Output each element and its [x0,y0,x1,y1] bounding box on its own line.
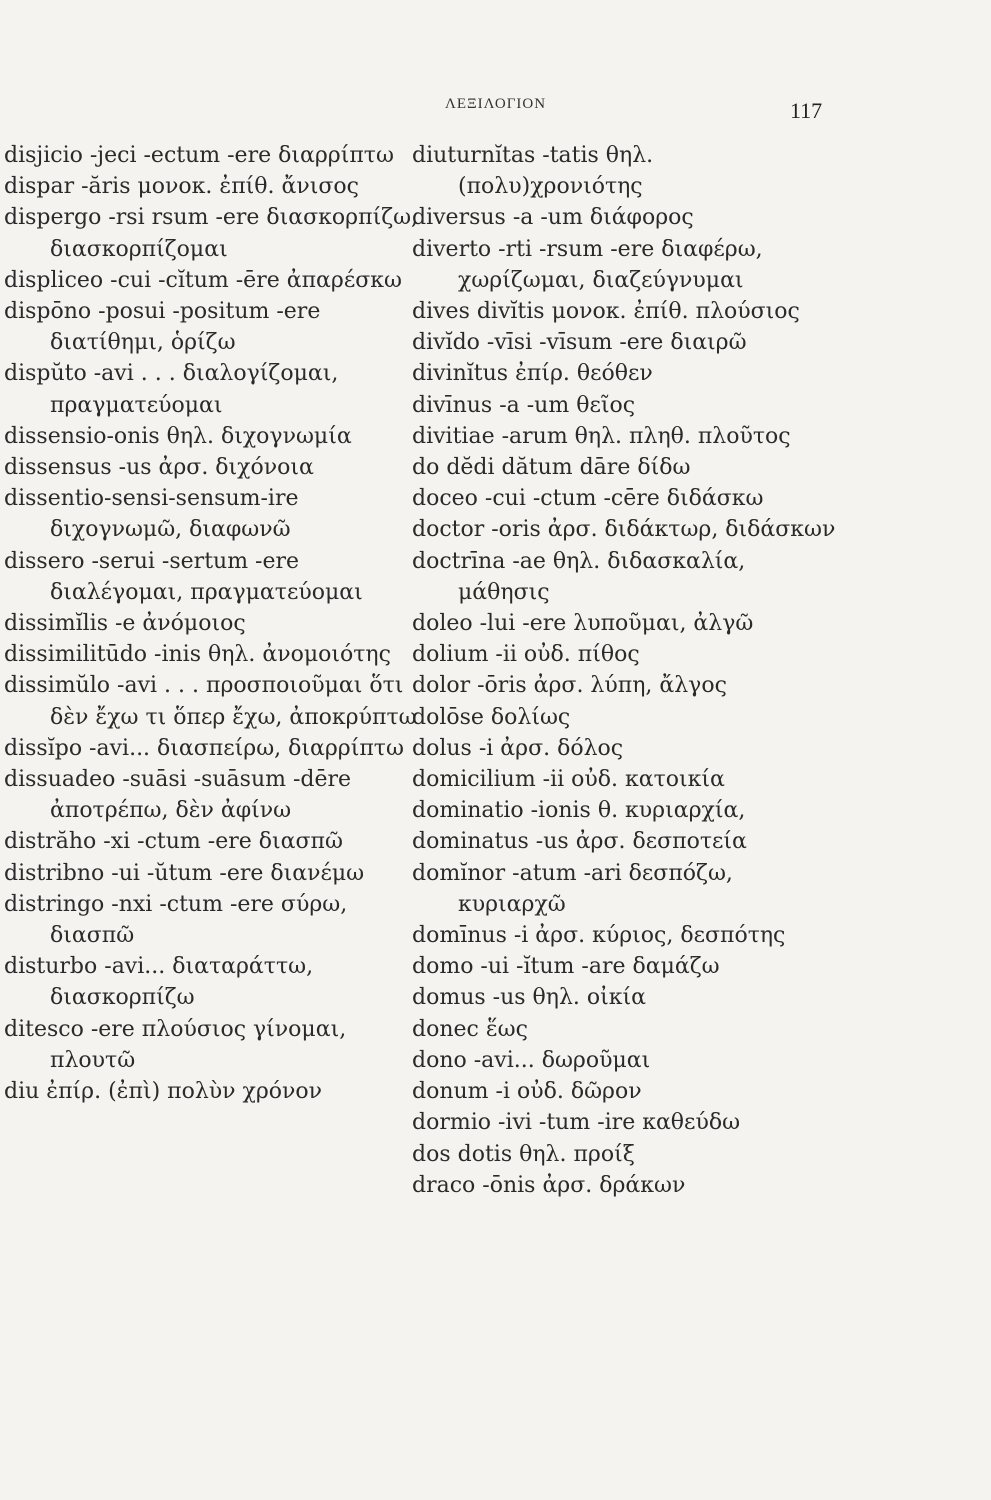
dictionary-entry: dolōse δολίως [412,704,571,730]
dictionary-entry: dissimilitūdo -inis θηλ. ἀνομοιότης [4,642,391,668]
left-column [4,140,424,1107]
dictionary-entry: domo -ui -ĭtum -are δαμάζω [412,954,720,980]
dictionary-entry: divinĭtus ἐπίρ. θεόθεν [412,361,653,387]
dictionary-entry: dominatio -ionis θ. κυριαρχία, [412,798,746,824]
dictionary-entry: domus -us θηλ. οἰκία [412,985,646,1011]
dictionary-entry: dissentio-sensi-sensum-ire διχογνωμῶ, διαφωνῶ [4,486,299,543]
dictionary-entry: disturbo -avi... διαταράττω, διασκορπίζω [4,954,314,1011]
dictionary-entry: doctor -oris ἀρσ. διδάκτωρ, διδάσκων [412,517,836,543]
dictionary-entry: disjicio -jeci -ectum -ere διαρρίπτω [4,143,394,168]
dictionary-entry: dos dotis θηλ. προίξ [412,1141,635,1167]
dictionary-entry: domĭnor -atum -ari δεσπόζω, κυριαρχῶ [412,860,733,917]
dictionary-entry: domīnus -i ἀρσ. κύριος, δεσπότης [412,923,786,949]
dictionary-entry: dono -avi... δωροῦμαι [412,1047,651,1073]
dictionary-entry: distribno -ui -ŭtum -ere διανέμω [4,860,365,886]
dictionary-entry: dissimĭlis -e ἀνόμοιος [4,611,246,637]
dictionary-entry: dissensio-onis θηλ. διχογνωμία [4,423,352,449]
dictionary-entry: draco -ōnis ἀρσ. δράκων [412,1172,686,1198]
dictionary-entry: distrăho -xi -ctum -ere διασπῶ [4,829,343,855]
dictionary-entry: dolus -i ἀρσ. δόλος [412,735,624,761]
dictionary-entry: dormio -ivi -tum -ire καθεύδω [412,1110,741,1136]
dictionary-entry: dispŭto -avi . . . διαλογίζομαι, πραγματεύομαι [4,361,339,418]
dictionary-entry: divīnus -a -um θεῖος [412,392,636,418]
dictionary-entry: dissimŭlo -avi . . . προσποιοῦμαι ὅτι δὲν ἔχω τι ὅπερ ἔχω, ἀποκρύπτω [4,673,417,730]
dictionary-entry: dives divĭtis μονοκ. ἐπίθ. πλούσιος [412,299,800,325]
dictionary-entry: donec ἕως [412,1016,528,1042]
right-column [412,140,842,1201]
dictionary-entry: dolor -ōris ἀρσ. λύπη, ἄλγος [412,673,727,699]
dictionary-entry: domicilium -ii οὐδ. κατοικία [412,767,725,793]
dictionary-entry: dissĭpo -avi... διασπείρω, διαρρίπτω [4,735,404,761]
dictionary-entry: diverto -rti -rsum -ere διαφέρω, χωρίζωμαι, διαζεύγνυμαι [412,236,763,293]
dictionary-entry: dispōno -posui -positum -ere διατίθημι, ὁρίζω [4,299,321,356]
dictionary-entry: dispar -ăris μονοκ. ἐπίθ. ἄνισος [4,174,359,200]
dictionary-entry: divĭdo -vīsi -vīsum -ere διαιρῶ [412,330,747,356]
dictionary-entry: doleo -lui -ere λυποῦμαι, ἀλγῶ [412,611,754,637]
dictionary-entry: dolium -ii οὐδ. πίθος [412,642,640,668]
running-title: ΛΕΞΙΛΟΓΙΟΝ [444,96,547,112]
dictionary-entry: dissero -serui -sertum -ere διαλέγομαι, πραγματεύομαι [4,548,363,605]
dictionary-entry: diversus -a -um διάφορος [412,205,694,231]
dictionary-entry: displiceo -cui -cĭtum -ēre ἀπαρέσκω [4,267,402,293]
dictionary-entry: doceo -cui -ctum -cēre διδάσκω [412,486,764,512]
page-number: 117 [790,98,823,123]
dictionary-entry: do dĕdi dătum dāre δίδω [412,455,691,481]
dictionary-entry: divitiae -arum θηλ. πληθ. πλοῦτος [412,423,791,449]
dictionary-entry: doctrīna -ae θηλ. διδασκαλία, μάθησις [412,548,746,605]
dictionary-entry: ditesco -ere πλούσιος γίνομαι, πλουτῶ [4,1016,347,1073]
dictionary-entry: diu ἐπίρ. (ἐπὶ) πολὺν χρόνον [4,1079,323,1105]
dictionary-entry: dispergo -rsi rsum -ere διασκορπίζω, διασκορπίζομαι [4,205,419,262]
dictionary-entry: dissensus -us ἀρσ. διχόνοια [4,455,314,481]
dictionary-entry: dominatus -us ἀρσ. δεσποτεία [412,829,747,855]
dictionary-entry: donum -i οὐδ. δῶρον [412,1079,642,1105]
dictionary-entry: distringo -nxi -ctum -ere σύρω, διασπῶ [4,891,348,949]
dictionary-entry: diuturnĭtas -tatis θηλ. (πολυ)χρονιότης [412,143,654,200]
dictionary-entry: dissuadeo -suāsi -suāsum -dēre ἀποτρέπω, δὲν ἀφίνω [4,767,352,824]
